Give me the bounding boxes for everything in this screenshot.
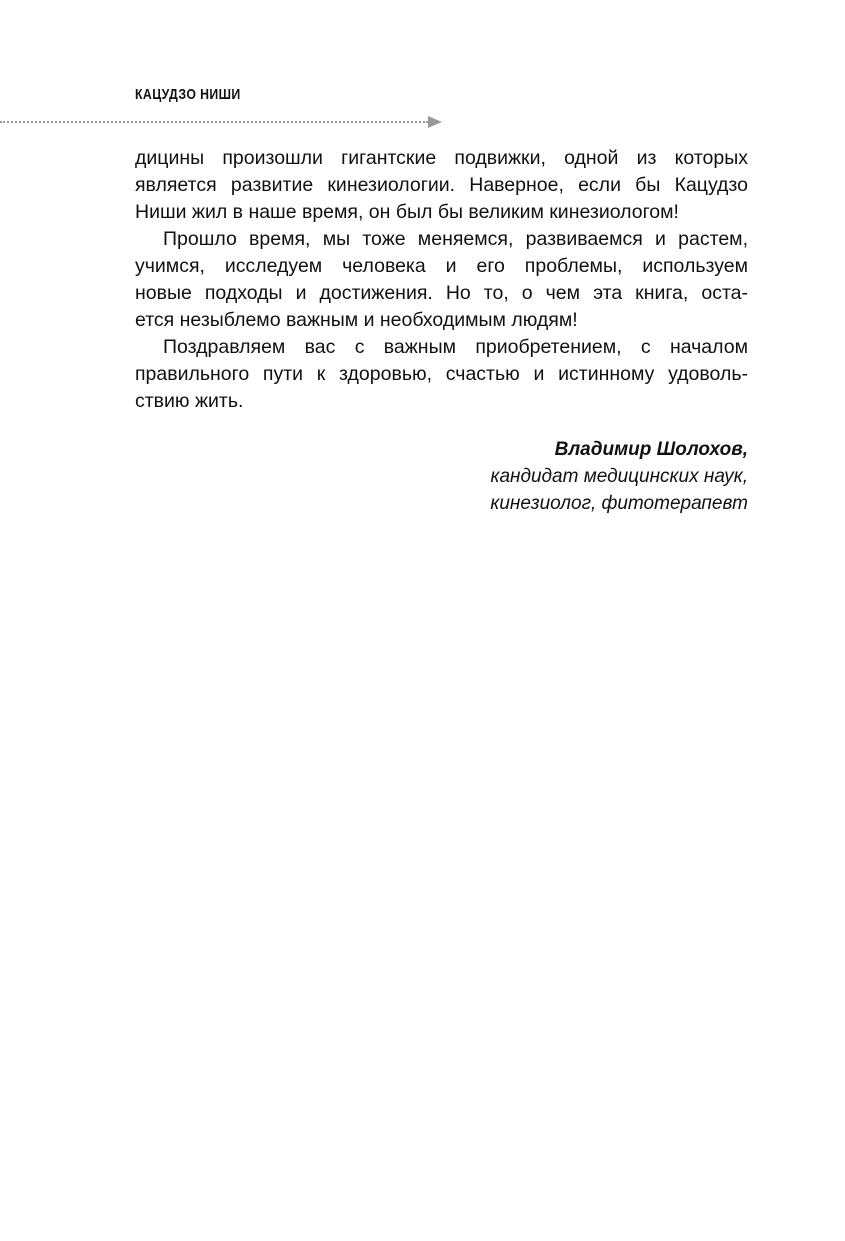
text-line: является развитие кинезиологии. Наверное, если бы Кацудзо bbox=[135, 174, 748, 196]
text-line: новые подходы и достижения. Но то, о чем эта книга, оста- bbox=[135, 282, 748, 304]
text-line: Поздравляем вас с важным приобретением, с началом bbox=[163, 336, 748, 358]
text-line: ствию жить. bbox=[135, 390, 244, 412]
dotted-rule bbox=[0, 121, 428, 123]
text-line: ется незыблемо важным и необходимым людям! bbox=[135, 309, 578, 331]
text-line: Прошло время, мы тоже меняемся, развиваемся и растем, bbox=[163, 228, 748, 250]
text-line: Ниши жил в наше время, он был бы великим кинезиологом! bbox=[135, 201, 679, 223]
signature bbox=[490, 436, 748, 517]
body-text bbox=[135, 145, 748, 415]
text-line: правильного пути к здоровью, счастью и истинному удоволь- bbox=[135, 363, 748, 385]
arrow-icon bbox=[428, 116, 442, 128]
signature-name: Владимир Шолохов, bbox=[554, 439, 748, 460]
text-line: учимся, исследуем человека и его проблемы, используем bbox=[135, 255, 748, 277]
signature-title: кандидат медицинских наук, bbox=[490, 466, 748, 487]
signature-title: кинезиолог, фитотерапевт bbox=[490, 493, 748, 514]
running-head: КАЦУДЗО НИШИ bbox=[135, 86, 241, 103]
text-line: дицины произошли гигантские подвижки, одной из которых bbox=[135, 147, 748, 169]
